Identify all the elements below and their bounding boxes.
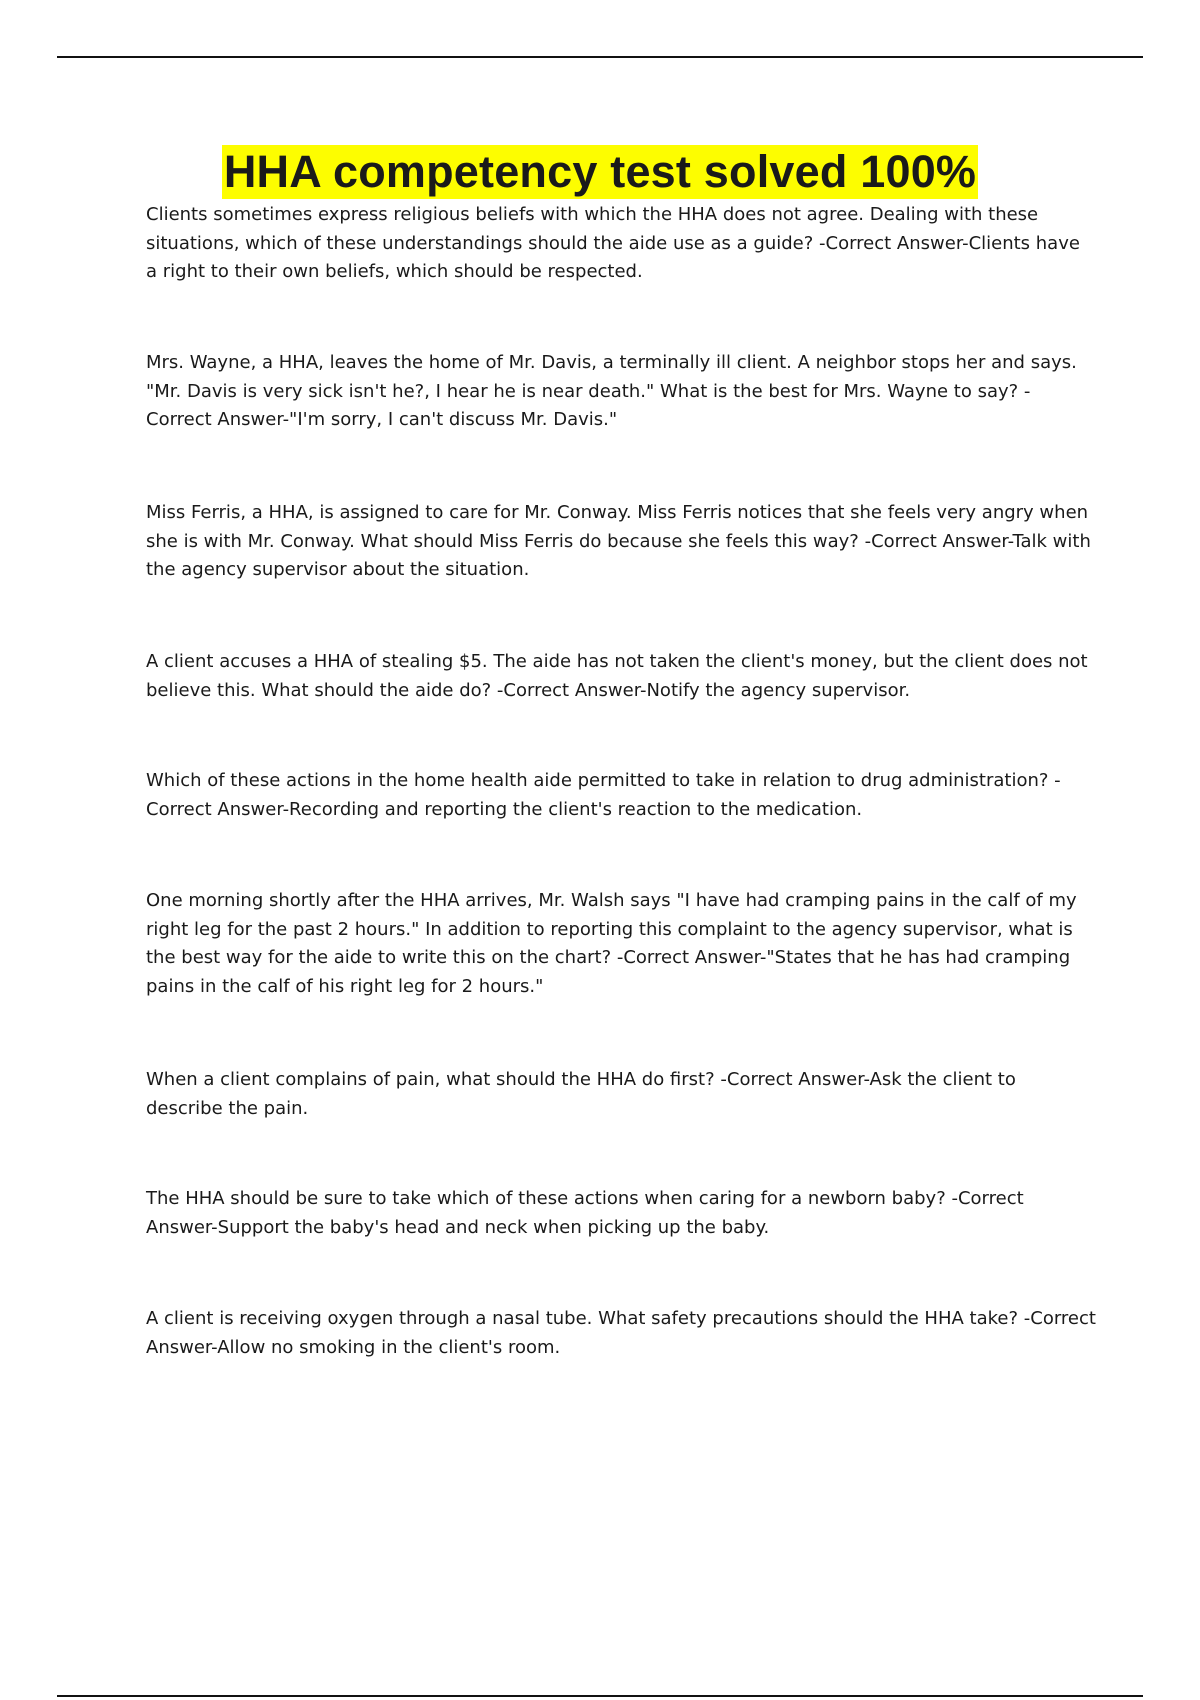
- question-answer-6: One morning shortly after the HHA arrives, Mr. Walsh says "I have had cramping pains in the calf of my right leg for the past 2 hours." In addition to reporting this complaint to the agency supervisor, what is the best way for the aide to write this on the chart? -Correct Answer-"States that he has had cramping pains in the calf of his right leg for 2 hours.": [146, 890, 1077, 997]
- question-answer-4: A client accuses a HHA of stealing $5. The aide has not taken the client's money, but the client does not believe this. What should the aide do? -Correct Answer-Notify the agency supervisor.: [146, 651, 1088, 701]
- question-answer-5: Which of these actions in the home health aide permitted to take in relation to drug administration? -Correct Answer-Recording and reporting the client's reaction to the medication.: [146, 770, 1061, 820]
- question-answer-9: A client is receiving oxygen through a nasal tube. What safety precautions should the HHA take? -Correct Answer-Allow no smoking in the client's room.: [146, 1308, 1096, 1358]
- title-container: [0, 145, 1200, 199]
- question-answer-2: Mrs. Wayne, a HHA, leaves the home of Mr. Davis, a terminally ill client. A neighbor stops her and says. "Mr. Davis is very sick isn't he?, I hear he is near death." What is the best for Mrs. Wayne to say? -Correct Answer-"I'm sorry, I can't discuss Mr. Davis.": [146, 352, 1077, 430]
- question-answer-7: When a client complains of pain, what should the HHA do first? -Correct Answer-Ask the client to describe the pain.: [146, 1069, 1016, 1119]
- question-answer-8: The HHA should be sure to take which of these actions when caring for a newborn baby? -Correct Answer-Support the baby's head and neck when picking up the baby.: [146, 1188, 1024, 1238]
- bottom-rule: [57, 1695, 1143, 1697]
- question-answer-3: Miss Ferris, a HHA, is assigned to care for Mr. Conway. Miss Ferris notices that she feels very angry when she is with Mr. Conway. What should Miss Ferris do because she feels this way? -Correct Answer-Talk with the agency supervisor about the situation.: [146, 502, 1091, 580]
- document-title: HHA competency test solved 100%: [223, 146, 977, 197]
- top-rule: [57, 56, 1143, 58]
- question-answer-1: Clients sometimes express religious beliefs with which the HHA does not agree. Dealing with these situations, which of these understandings should the aide use as a guide? -Correct Answer-Clients have a right to their own beliefs, which should be respected.: [146, 204, 1080, 282]
